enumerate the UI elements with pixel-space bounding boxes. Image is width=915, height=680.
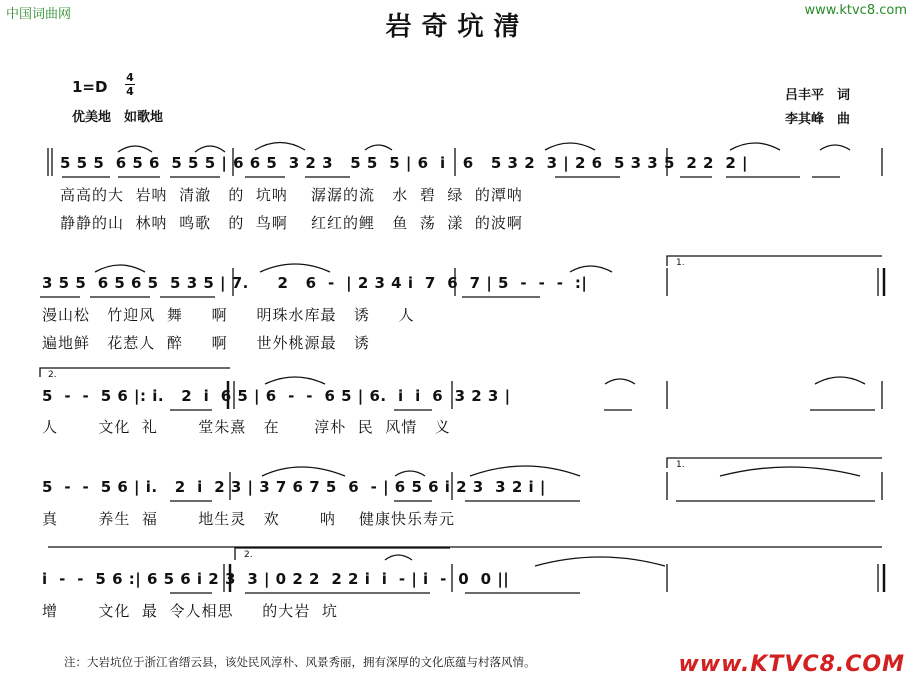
system-5-notes: i - - 5 6 :| 6 5 6 i 2 3 3 | 0 2 2 2 2 i i - | i - 0 0 || <box>42 570 510 588</box>
watermark-left: 中国词曲网 <box>6 7 72 22</box>
watermark-right: www.ktvc8.com <box>804 3 907 18</box>
system-2-lyrics-verse-1: 漫山松 竹迎风 舞 啊 明珠水库最 诱 人 <box>42 306 415 324</box>
song-title: 岩奇坑清 <box>385 12 530 42</box>
system-2-notes: 3 5 5 6 5 6 5 5 3 5 | 7. 2 6 - | 2 3 4 i 7 6 7 | 5 - - - :| <box>42 274 588 292</box>
system-3-lyrics: 人 文化 礼 堂朱熹 在 淳朴 民 风情 义 <box>42 418 451 436</box>
system-4-lyrics: 真 养生 福 地生灵 欢 呐 健康快乐寿元 <box>42 510 456 528</box>
site-logo: www.KTVC8.COM <box>678 652 905 677</box>
time-sig-bottom: 4 <box>126 85 134 98</box>
volta-1-marker-b: 1. <box>676 460 685 470</box>
volta-2-marker-b: 2. <box>244 550 253 560</box>
footnote: 注：大岩坑位于浙江省缙云县，该处民风淳朴、风景秀丽，拥有深厚的文化底蕴与村落风情。 <box>64 655 536 669</box>
key-signature: 1=D <box>72 78 108 96</box>
lyricist-credit: 吕丰平 词 <box>785 88 851 103</box>
system-1-lyrics-verse-2: 静静的山 林呐 鸣歌 的 鸟啊 红红的鲤 鱼 荡 漾 的波啊 <box>60 214 523 232</box>
system-2-lyrics-verse-2: 遍地鲜 花惹人 醉 啊 世外桃源最 诱 <box>42 334 370 352</box>
volta-2-marker: 2. <box>48 370 57 380</box>
composer-credit: 李其峰 曲 <box>785 112 851 127</box>
volta-1-marker: 1. <box>676 258 685 268</box>
time-sig-top: 4 <box>126 71 134 84</box>
system-4-notes: 5 - - 5 6 | i. 2 i 2 3 | 3 7 6 7 5 6 - | 6 5 6 i 2 3 3 2 i | <box>42 478 546 496</box>
system-5-lyrics: 增 文化 最 令人相思 的大岩 坑 <box>42 602 338 620</box>
system-1-lyrics-verse-1: 高高的大 岩呐 清澈 的 坑呐 潺潺的流 水 碧 绿 的潭呐 <box>60 186 523 204</box>
expression-mark: 优美地 如歌地 <box>72 110 164 125</box>
system-1-notes: 5 5 5 6 5 6 5 5 5 | 6 6 5 3 2 3 5 5 5 | 6 i 6 5 3 2 3 | 2 6 5 3 3 5 2 2 2 | <box>60 154 749 172</box>
system-3-notes: 5 - - 5 6 |: i. 2 i 6 5 | 6 - - 6 5 | 6. i i 6 3 2 3 | <box>42 387 511 405</box>
